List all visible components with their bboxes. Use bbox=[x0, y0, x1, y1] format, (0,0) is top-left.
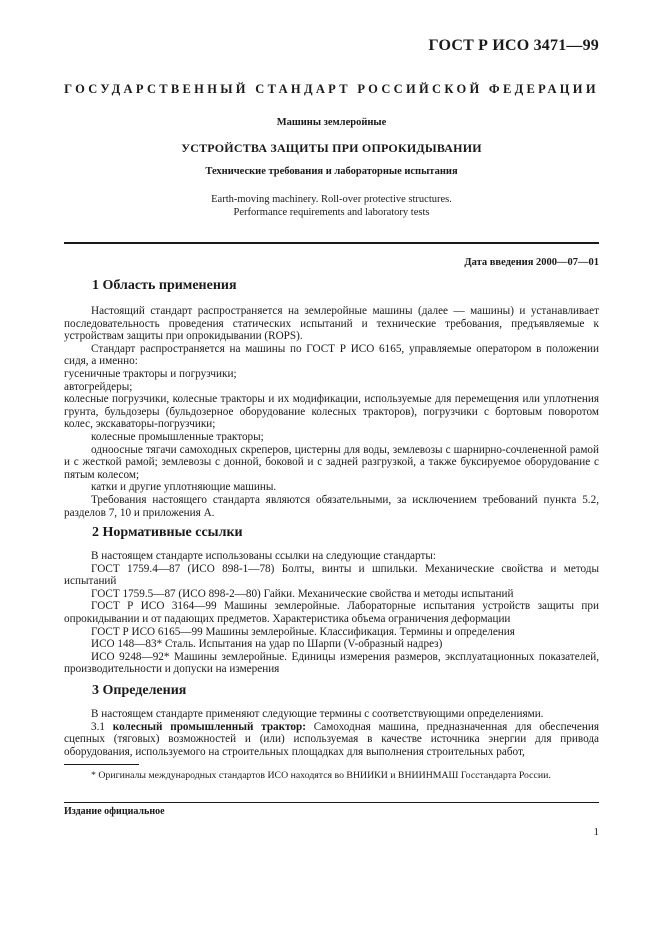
reference-item: ГОСТ 1759.4—87 (ИСО 898-1—78) Болты, винты и шпильки. Механические свойства и методы испытаний bbox=[64, 562, 599, 588]
footnote-text: * Оригиналы международных стандартов ИСО находятся во ВНИИКИ и ВНИИНМАШ Госстандарта России. bbox=[91, 770, 551, 781]
list-item: катки и другие уплотняющие машины. bbox=[91, 481, 277, 494]
title-divider bbox=[64, 242, 599, 244]
reference-item: ГОСТ Р ИСО 3164—99 Машины землеройные. Лабораторные испытания устройств защиты при опрокидывании и от падающих предметов. Характеристика объема ограничения деформации bbox=[64, 600, 599, 625]
list-item: колесные погрузчики, колесные тракторы и их модификации, используемые для перемещения или уплотнения грунта, бульдозеры (бульдозерное оборудование колесных тракторов), погрузчики с бортовым поворотом колес, экскаваторы-погрузчики; bbox=[64, 393, 599, 431]
footer-divider bbox=[64, 802, 599, 803]
introduction-date: Дата введения 2000—07—01 bbox=[464, 257, 599, 268]
subtitle: Технические требования и лабораторные испытания bbox=[205, 166, 458, 177]
main-title: УСТРОЙСТВА ЗАЩИТЫ ПРИ ОПРОКИДЫВАНИИ bbox=[181, 141, 482, 155]
paragraph: В настоящем стандарте использованы ссылки на следующие стандарты: bbox=[91, 550, 436, 562]
document-code: ГОСТ Р ИСО 3471—99 bbox=[428, 37, 599, 54]
reference-item: ИСО 9248—92* Машины землеройные. Единицы измерения размеров, эксплуатационных показателей, производительности и допуски на измерения bbox=[64, 650, 599, 676]
paragraph: В настоящем стандарте применяют следующие термины с соответствующими определениями. bbox=[91, 708, 544, 720]
definition-term: колесный промышленный трактор: bbox=[112, 720, 306, 733]
section-3-heading: 3 Определения bbox=[92, 683, 187, 698]
machines-title: Машины землеройные bbox=[276, 117, 387, 128]
definition-number: 3.1 bbox=[91, 720, 105, 733]
reference-item: ИСО 148—83* Сталь. Испытания на удар по Шарпи (V-образный надрез) bbox=[91, 638, 443, 651]
paragraph: Настоящий стандарт распространяется на землеройные машины (далее — машины) и устанавливает последовательность проведения статических испытаний и технические требования, предъявляемые к устройствам защиты при опрокидывании (ROPS). bbox=[64, 305, 599, 343]
footnote-divider bbox=[64, 764, 139, 765]
footnote bbox=[64, 770, 599, 783]
section-3-body bbox=[64, 708, 599, 758]
paragraph: Стандарт распространяется на машины по ГОСТ Р ИСО 6165, управляемые оператором в положении сидя, а именно: bbox=[64, 342, 599, 368]
section-1-body bbox=[64, 305, 599, 519]
definition-paragraph bbox=[64, 721, 599, 759]
english-title-line-1: Earth-moving machinery. Roll-over protective structures. bbox=[211, 194, 452, 205]
reference-item: ГОСТ Р ИСО 6165—99 Машины землеройные. Классификация. Термины и определения bbox=[91, 625, 515, 638]
edition-label: Издание официальное bbox=[64, 806, 165, 817]
state-standard-header: ГОСУДАРСТВЕННЫЙ СТАНДАРТ РОССИЙСКОЙ ФЕДЕРАЦИИ bbox=[64, 82, 599, 96]
list-item: гусеничные тракторы и погрузчики; bbox=[64, 367, 237, 380]
paragraph: Требования настоящего стандарта являются обязательными, за исключением требований пункта 5.2, разделов 7, 10 и приложения А. bbox=[64, 493, 599, 519]
list-item: автогрейдеры; bbox=[64, 380, 133, 393]
section-1-heading: 1 Область применения bbox=[92, 278, 237, 293]
english-title bbox=[64, 193, 599, 219]
list-item: одноосные тягачи самоходных скреперов, цистерны для воды, землевозы с шарнирно-сочлененной рамой и с жесткой рамой; землевозы с донной, боковой и с задней разгрузкой, а также буксируемое оборудование с пятым колесом; bbox=[64, 443, 599, 481]
definition-text: Самоходная машина, предназначенная для обеспечения сцепных (тяговых) возможностей и (или) используемая в качестве источника энергии для привода оборудования, используемого на строительных площадках для выполнения строительных работ, bbox=[64, 720, 600, 758]
list-item: колесные промышленные тракторы; bbox=[91, 430, 264, 443]
reference-item: ГОСТ 1759.5—87 (ИСО 898-2—80) Гайки. Механические свойства и методы испытаний bbox=[91, 587, 514, 600]
section-2-body bbox=[64, 550, 599, 676]
section-2-heading: 2 Нормативные ссылки bbox=[92, 525, 243, 540]
english-title-line-2: Performance requirements and laboratory tests bbox=[233, 207, 430, 218]
page-number: 1 bbox=[593, 826, 599, 838]
